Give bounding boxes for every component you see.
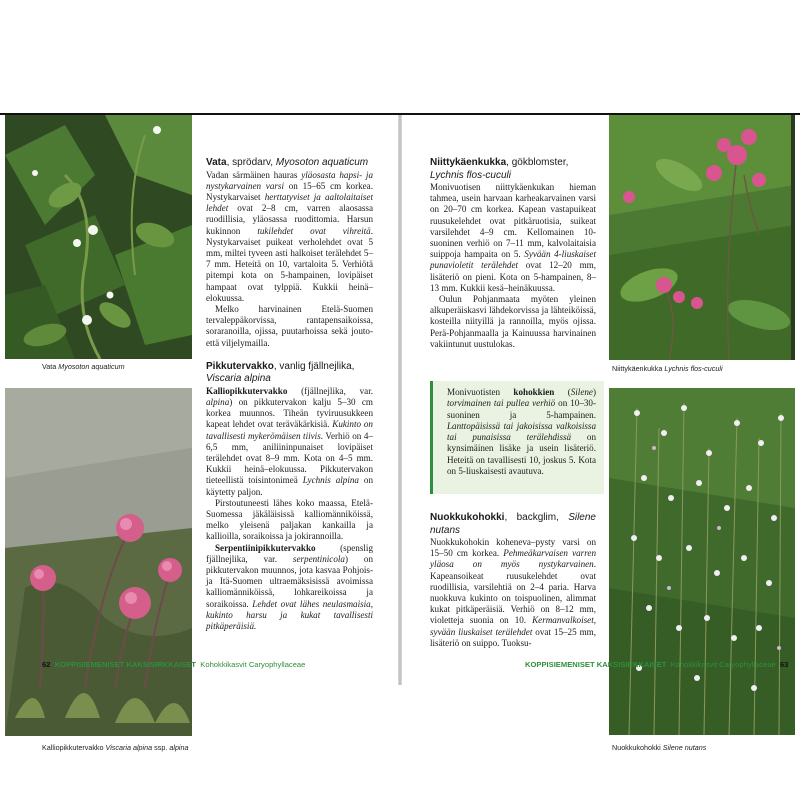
heading-nuokkukohokki: Nuokkukohokki, backglim, Silene nutans (430, 512, 596, 536)
footer-family-right: Kohokkikasvit Caryophyllaceae (670, 660, 776, 669)
left-footer (42, 660, 305, 669)
caption-nuokkukohokki: Nuokkukohokki Silene nutans (612, 743, 707, 752)
heading-niittykaenkukka: Niittykäenkukka, gökblomster, Lychnis flos-cuculi (430, 157, 569, 181)
right-text-column (430, 157, 596, 350)
silene-info-text: Monivuotisten kohokkien (Silene) torvimainen tai pullea verhiö on 10–30-suoninen ja 5-hampainen. Lanttopäisissä tai jakoisissa valkoisissa tai punaisissa terälehdissä on kynsimäinen lisäke ja usein lisäteriö. Heteitä on tavallisesti 10, joskus 5. Kota on 5-liuskaisesti avautuva. (447, 387, 596, 477)
vata-description: Vadan särmäinen hauras yläosasta hapsi- ja nystykarvainen varsi on 15–65 cm korkea. Nystykarvaiset herttatyviset ja aaltolaitaiset lehdet ovat 2–8 cm, varren alaosassa ruodillisia, yläosassa ruodittomia. Harsun kukinnon tukilehdet ovat vihreitä. Nystykarvaiset puikeat verholehdet ovat 5 mm, miltei tyveen asti halkoiset terälehdet 5–7 mm. Heteitä on 10, vartaloita 5. Verhiötä pitempi kota on 5-hampainen, lovipäiset hampaat ovat tylppiä. Kukkii heinä–elokuussa. (206, 169, 373, 303)
kalliopikkutervakko-habitat: Pirstoutuneesti lähes koko maassa, Etelä-Suomessa jäkäläisissä kalliomänniköissä, melko yleisenä paljakan kankailla ja kallioilla, soraikoissa ja jokirannoilla. (206, 497, 373, 542)
heading-vata: Vata, sprödarv, Myosoton aquaticum (206, 157, 369, 168)
left-page (0, 115, 398, 752)
silene-info-box (430, 381, 604, 494)
kalliopikkutervakko-description: Kalliopikkutervakko (fjällnejlika, var. alpina) on pikkutervakon kalju 5–30 cm korkea muunnos. Tiheän tyviruusukkeen kapeat lehdet ovat teräväkärkisiä. Kukinto on tavallisesti mykerömäisen tiivis. Verhiö on 4–6,5 mm, aniliininpunaiset lovipäiset terälehdet ovat 8–9 mm. Kota on 4–5 mm. Kukkii heinä–elokuussa. Pikkutervakon tieteellistä toisintonimeä Lychnis alpina on käytetty paljon. (206, 385, 373, 497)
footer-group-right: KOPPISIEMENISET KAKSISIRKKAISET (525, 660, 667, 669)
caption-kalliopikkutervakko: Kalliopikkutervakko Viscaria alpina ssp. alpina (42, 743, 189, 752)
left-text-column (206, 157, 373, 632)
page-number-right: 63 (779, 660, 789, 669)
photo-kalliopikkutervakko (5, 388, 192, 736)
photo-nuokkukohokki (609, 388, 795, 735)
right-page (402, 115, 800, 752)
heading-pikkutervakko: Pikkutervakko, vanlig fjällnejlika, Viscaria alpina (206, 360, 355, 385)
page-number-left: 62 (42, 660, 51, 669)
photo-niittykaenkukka (609, 115, 795, 360)
serpentiinipikkutervakko-description: Serpentiinipikkutervakko (spenslig fjällnejlika, var. serpentinicola) on pikkutervakon muunnos, jota kasvaa Pohjois- ja Itä-Suomen ultraemäksisissä avoimissa kalliomänniköissä, lohkareikoissa ja soraikoissa. Lehdet ovat lähes neulasmaisia, kukinto harsu ja kukat tavallisesti pitkäperäisiä. (206, 542, 373, 632)
nuokkukohokki-description: Nuokkukohokin koheneva–pysty varsi on 15–50 cm korkea. Pehmeäkarvaisen varren yläosa on myös nystykarvainen. Kapeansoikeat ruusukelehdet ovat ruodillisia, varsilehtiä on 2–4 paria. Harva nuokkuva kukinto on toispuolinen, alimmat kukat pitkäperäisiä. Verhiö on 8–12 mm, violetteja suonia on 10. Kermanvalkoiset, syvään liuskaiset terälehdet ovat 15–25 mm, lisäteriö on suippo. Tuoksu- (430, 537, 596, 648)
footer-group-left: KOPPISIEMENISET KAKSISIRKKAISET (54, 660, 197, 669)
footer-family-left: Kohokkikasvit Caryophyllaceae (200, 660, 306, 669)
niittykaenkukka-habitat: Oulun Pohjanmaata myöten yleinen alkuperäiskasvi lähdekorvissa ja lähteiköissä, kosteilla niityillä ja rannoilla, myös ojissa. Perä-Pohjanmaalla ja Kainuussa harvinainen vakiintunut uustulokas. (430, 294, 596, 349)
caption-vata: Vata Myosoton aquaticum (42, 362, 125, 371)
right-text-column-lower (430, 512, 596, 649)
caption-niittykaenkukka: Niittykäenkukka Lychnis flos-cuculi (612, 364, 723, 373)
vata-habitat: Melko harvinainen Etelä-Suomen tervaleppäkorvissa, rantapensaikoissa, soraranoilla, ojissa, puutarhoissa sekä jouto- että viljelymailla. (206, 303, 373, 348)
photo-vata (5, 115, 192, 359)
niittykaenkukka-description: Monivuotisen niittykäenkukan hieman tahmea, usein harvaan karheakarvainen varsi on 20–70 cm korkea. Kapean vastapuikeat ruusukelehdet ovat pitkäruotisia, suikeat varsilehdet 4–9 cm. Kellomainen 10-suoninen verhiö on 7–11 mm, kalvolaitaisia suippoja hampaita on 5. Syvään 4-liuskaiset punavioletit terälehdet ovat 12–20 mm, lisäteriö on pieni. Kota on 5-hampainen, 8–13 mm. Kukkii kesä–heinäkuussa. (430, 182, 596, 293)
right-footer (525, 660, 788, 669)
